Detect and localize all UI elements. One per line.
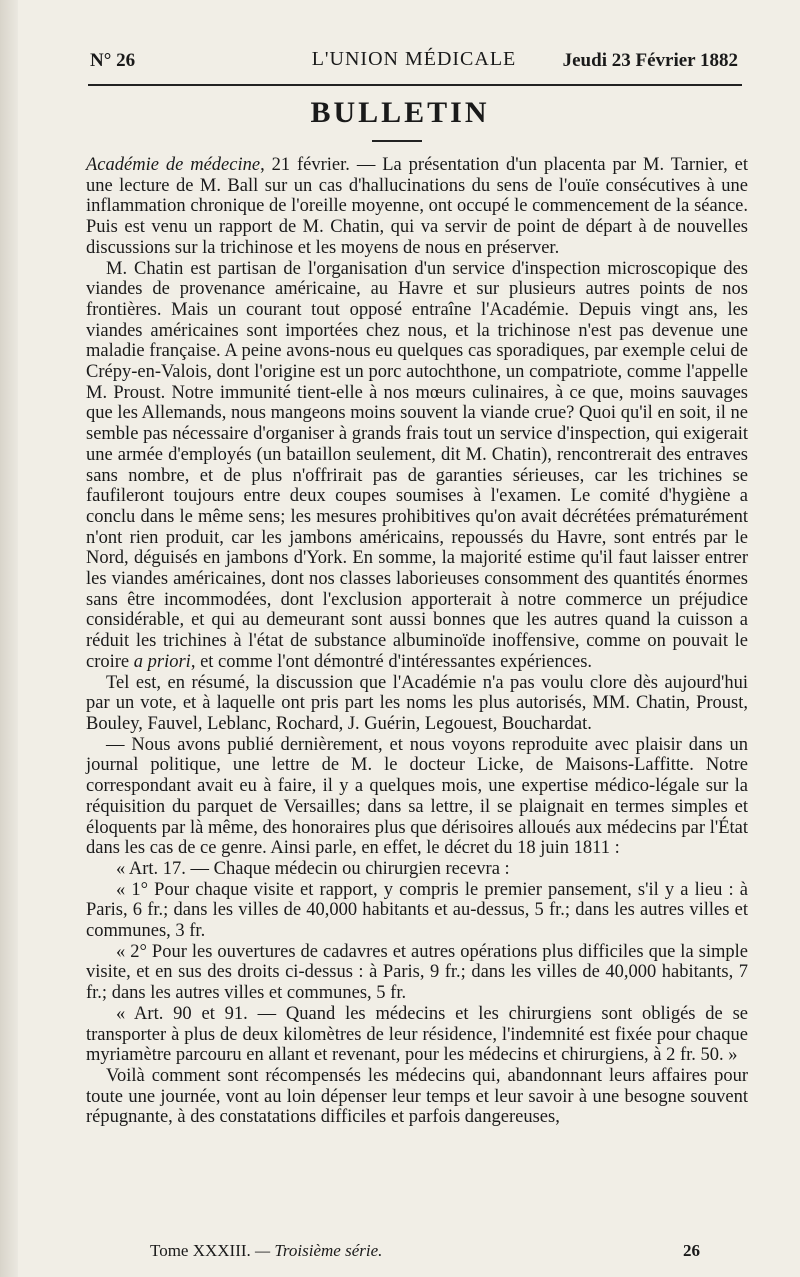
article-body [86,155,748,1128]
paragraph-2 [86,259,748,673]
issue-number: N° 26 [90,50,136,71]
volume-label: Tome XXXIII. [150,1241,251,1260]
paragraph-1-lead: Académie de médecine [86,155,261,175]
running-header [90,48,738,78]
journal-title: L'UNION MÉDICALE [311,48,517,70]
paragraph-2-text: M. Chatin est partisan de l'organisation d'un service d'inspection microscopique des viandes de provenance américaine, au Havre et sur plusieurs autres points de nos frontières. Mais un courant tout opposé entraîne l'Académie. Depuis vingt ans, les viandes américaines sont importées chez nous, et la trichinose n'est pas devenue une maladie française. A peine avons-nous eu quelques cas sporadiques, par exemple celui de Crépy-en-Valois, dont l'origine est un porc autochthone, un compatriote, comme l'appelle M. Proust. Notre immunité tient-elle à nos mœurs culinaires, à ce que, moins sauvages que les Allemands, nous mangeons moins souvent la viande crue? Quoi qu'il en soit, il ne semble pas nécessaire d'organiser à grands frais tout un service d'inspection, qui exigerait une armée d'employés (un bataillon seulement, dit M. Chatin), rencontrerait des entraves sans nombre, et de plus n'offrirait pas de garanties sérieuses, car les trichines se faufileront toujours entre deux coupes soumises à l'examen. Le comité d'hygiène a conclu dans le même sens; les mesures prohibitives qu'on avait décrétées prématurément n'ont rien produit, car les jambons américains, repoussés du Havre, sont entrés par le Nord, déguisés en jambons d'York. En somme, la majorité estime qu'il faut laisser entrer les viandes américaines, dont nos classes laborieuses consomment des quantités énormes sans être incommodées, dont l'exclusion apporterait à notre commerce un préjudice considérable, et qui au demeurant sont aussi bonnes que les autres quand la cuisson a réduit les trichines à l'état de substance albuminoïde inoffensive, comme on pouvait le croire [86,258,748,672]
article-item-2: « 2° Pour les ouvertures de cadavres et autres opérations plus difficiles que la simple visite, et en sus des droits ci-dessus : à Paris, 9 fr.; dans les villes de 40,000 habitants, 7 fr.; dans les autres villes et communes, 5 fr. [86,941,748,1004]
page-number: 26 [683,1241,700,1260]
article-17: « Art. 17. — Chaque médecin ou chirurgien recevra : [116,858,510,879]
paragraph-4: — Nous avons publié dernièrement, et nous voyons reproduite avec plaisir dans un journal politique, une lettre de M. le docteur Licke, de Maisons-Laffitte. Notre correspondant avait eu à faire, il y a quelques mois, une expertise médico-légale sur la réquisition du parquet de Versailles; dans sa lettre, il se plaignait en termes simples et éloquents par là même, des honoraires plus que dérisoires alloués aux médecins par l'État dans les cas de ce genre. Ainsi parle, en effet, le décret du 18 juin 1811 : [86,734,748,859]
paragraph-1 [86,155,748,259]
page-footer [150,1241,700,1265]
issue-date: Jeudi 23 Février 1882 [562,50,738,71]
header-rule [88,84,742,86]
paragraph-1-text: , 21 février. — La présentation d'un placenta par M. Tarnier, et une lecture de M. Ball sur un cas d'hallucinations du sens de l'ouïe consécutives à une inflammation chronique de l'oreille moyenne, ont occupé le commencement de la séance. Puis est venu un rapport de M. Chatin, qui va servir de point de départ à de nouvelles discussions sur la trichinose et les moyens de nous en préserver. [86,155,748,258]
paragraph-3: Tel est, en résumé, la discussion que l'Académie n'a pas voulu clore dès aujourd'hui par un vote, et à laquelle ont pris part les noms les plus autorisés, MM. Chatin, Proust, Bouley, Fauvel, Leblanc, Rochard, J. Guérin, Legouest, Bouchardat. [86,672,748,734]
section-title: BULLETIN [310,96,490,129]
article-item-1: « 1° Pour chaque visite et rapport, y compris le premier pansement, s'il y a lieu : à Paris, 6 fr.; dans les villes de 40,000 habitants et au-dessus, 5 fr.; dans les autres villes et communes, 3 fr. [86,879,748,942]
page-binding-edge [0,0,18,1277]
series-label: — Troisième série. [255,1241,383,1260]
paragraph-2-end: , et comme l'ont démontré d'intéressantes expériences. [190,651,593,672]
paragraph-2-italic: a priori [133,651,191,672]
volume-info [150,1241,382,1261]
article-90-91: « Art. 90 et 91. — Quand les médecins et les chirurgiens sont obligés de se transporter à plus de deux kilomètres de leur résidence, l'indemnité est fixée pour chaque myriamètre parcouru en allant et revenant, pour les médecins et chirurgiens, à 2 fr. 50. » [86,1003,748,1066]
paragraph-5: Voilà comment sont récompensés les médecins qui, abandonnant leurs affaires pour toute une journée, vont au loin dépenser leur temps et leur savoir à une besogne souvent répugnante, à des constatations difficiles et parfois dangereuses, [86,1065,748,1128]
title-rule [372,140,422,142]
